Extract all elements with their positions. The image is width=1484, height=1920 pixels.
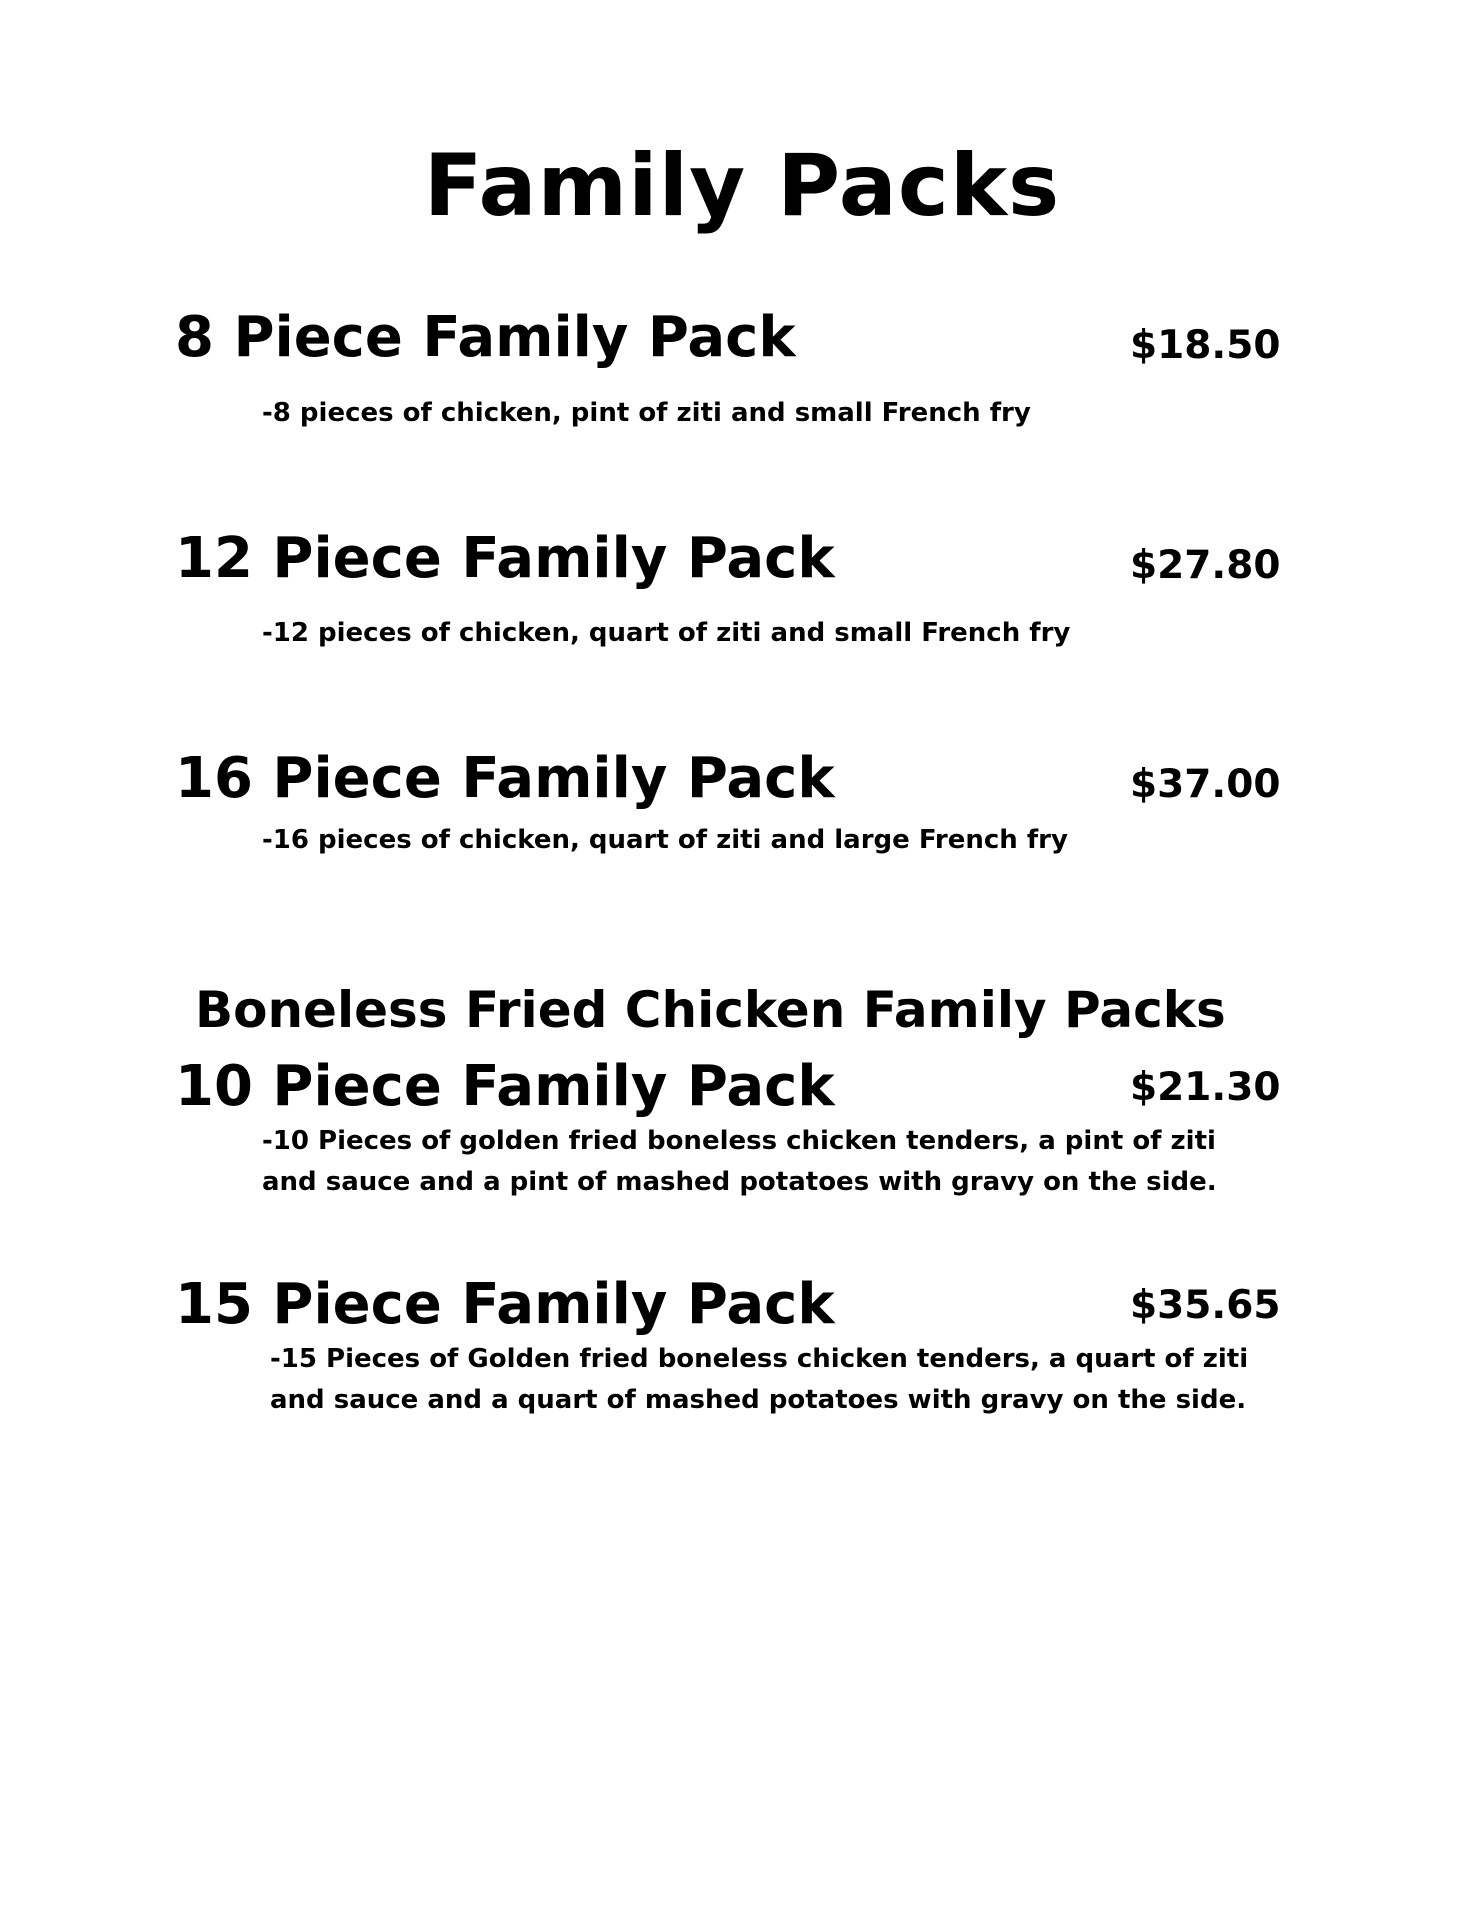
item-name-8-piece: 8 Piece Family Pack (175, 305, 796, 370)
item-desc-12-piece: -12 pieces of chicken, quart of ziti and small French fry (262, 618, 1071, 648)
item-price-15-piece: $35.65 (1130, 1283, 1281, 1328)
item-desc-15-piece-line-2: and sauce and a quart of mashed potatoes with gravy on the side. (270, 1385, 1247, 1415)
item-name-15-piece: 15 Piece Family Pack (175, 1272, 835, 1337)
item-price-12-piece: $27.80 (1130, 543, 1281, 588)
page-title: Family Packs (423, 136, 1061, 236)
item-price-16-piece: $37.00 (1130, 762, 1281, 807)
item-desc-10-piece-line-2: and sauce and a pint of mashed potatoes with gravy on the side. (262, 1167, 1217, 1197)
boneless-section-title: Boneless Fried Chicken Family Packs (195, 981, 1226, 1039)
item-desc-16-piece: -16 pieces of chicken, quart of ziti and large French fry (262, 825, 1068, 855)
item-name-12-piece: 12 Piece Family Pack (175, 526, 835, 591)
item-name-16-piece: 16 Piece Family Pack (175, 746, 835, 811)
item-name-10-piece: 10 Piece Family Pack (175, 1054, 835, 1119)
item-desc-8-piece: -8 pieces of chicken, pint of ziti and small French fry (262, 398, 1031, 428)
item-price-10-piece: $21.30 (1130, 1065, 1281, 1110)
item-desc-10-piece-line-1: -10 Pieces of golden fried boneless chicken tenders, a pint of ziti (262, 1126, 1216, 1156)
item-price-8-piece: $18.50 (1130, 323, 1281, 368)
item-desc-15-piece-line-1: -15 Pieces of Golden fried boneless chicken tenders, a quart of ziti (270, 1344, 1249, 1374)
